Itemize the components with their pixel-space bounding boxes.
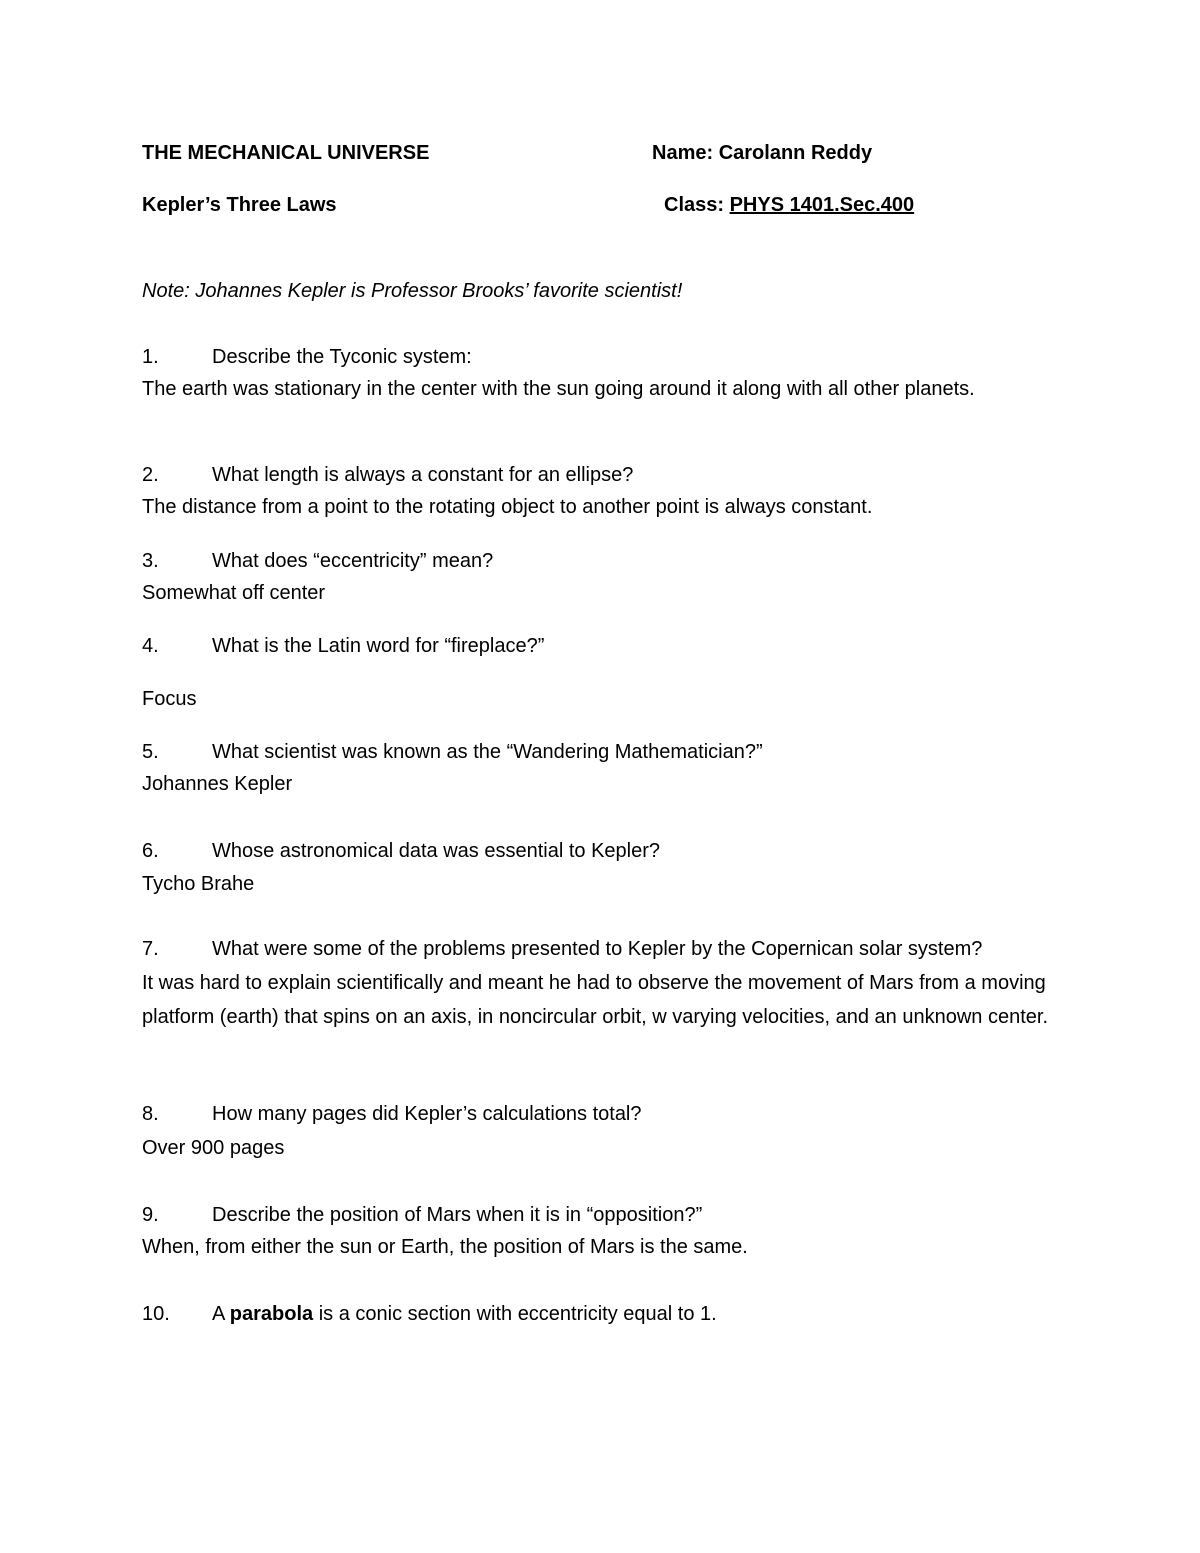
answer-5: Johannes Kepler [142, 773, 293, 795]
question-7 [142, 933, 1082, 966]
question-6 [142, 835, 1082, 868]
answer-4: Focus [142, 688, 197, 710]
question-number: 2. [142, 464, 159, 486]
question-9 [142, 1199, 1082, 1232]
question-3 [142, 545, 1082, 578]
question-number: 8. [142, 1103, 159, 1125]
question-5 [142, 736, 1082, 769]
answer-3: Somewhat off center [142, 582, 326, 604]
answer-1: The earth was stationary in the center with the sun going around it along with all other planets. [142, 378, 975, 400]
question-number: 9. [142, 1204, 159, 1226]
question-number: 1. [142, 346, 159, 368]
name-value: Carolann Reddy [718, 142, 873, 164]
name-label: Name: [652, 142, 714, 164]
question-text-pre: A [212, 1303, 230, 1325]
question-text: Whose astronomical data was essential to Kepler? [212, 840, 661, 862]
question-text: What is the Latin word for “fireplace?” [212, 635, 545, 657]
class-value: PHYS 1401.Sec.400 [729, 194, 915, 216]
question-number: 7. [142, 938, 159, 960]
answer-2: The distance from a point to the rotating object to another point is always constant. [142, 496, 873, 518]
question-text-post: is a conic section with eccentricity equal to 1. [313, 1303, 717, 1325]
answer-7: It was hard to explain scientifically and meant he had to observe the movement of Mars from a moving platform (earth) that spins on an axis, in noncircular orbit, w varying velocities, and an unknown center. [142, 972, 1049, 1028]
question-text: How many pages did Kepler’s calculations total? [212, 1103, 642, 1125]
question-text: Describe the Tyconic system: [212, 346, 472, 368]
question-number: 5. [142, 741, 159, 763]
question-number: 6. [142, 840, 159, 862]
note-text: Note: Johannes Kepler is Professor Brooks’ favorite scientist! [142, 280, 683, 302]
question-8 [142, 1098, 1082, 1131]
question-text: What scientist was known as the “Wandering Mathematician?” [212, 741, 763, 763]
question-number: 4. [142, 635, 159, 657]
student-name-field [652, 140, 872, 166]
class-label: Class: [664, 194, 725, 216]
question-1 [142, 341, 1082, 374]
question-number: 3. [142, 550, 159, 572]
worksheet-title: THE MECHANICAL UNIVERSE [142, 142, 430, 164]
question-number: 10. [142, 1303, 170, 1325]
question-10 [142, 1298, 1082, 1331]
question-4 [142, 630, 1082, 663]
question-text: What length is always a constant for an ellipse? [212, 464, 634, 486]
answer-6: Tycho Brahe [142, 873, 255, 895]
question-text: What does “eccentricity” mean? [212, 550, 494, 572]
question-text: What were some of the problems presented to Kepler by the Copernican solar system? [212, 938, 983, 960]
class-field [664, 192, 914, 218]
question-text: Describe the position of Mars when it is in “opposition?” [212, 1204, 703, 1226]
worksheet-subtitle: Kepler’s Three Laws [142, 194, 337, 216]
question-text-bold: parabola [229, 1303, 314, 1325]
question-2 [142, 459, 1082, 492]
answer-9: When, from either the sun or Earth, the position of Mars is the same. [142, 1236, 748, 1258]
answer-8: Over 900 pages [142, 1137, 285, 1159]
